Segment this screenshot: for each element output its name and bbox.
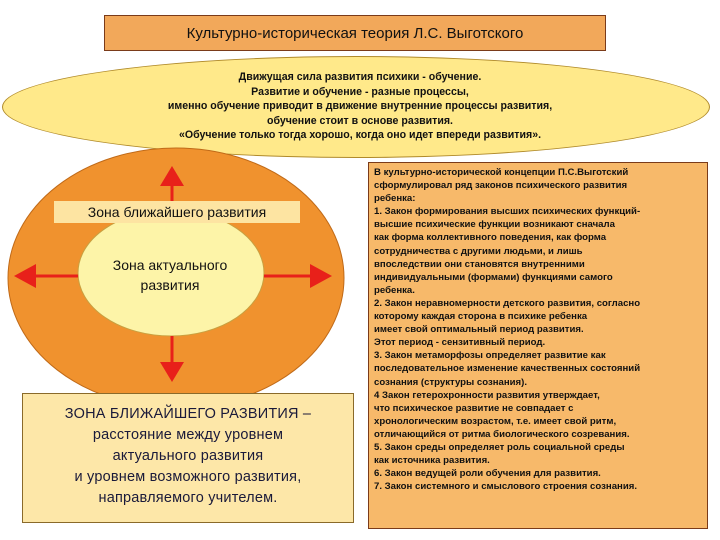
laws-line: высшие психические функции возникают сначала <box>374 219 615 231</box>
laws-box <box>368 162 708 529</box>
laws-line: последовательное изменение качественных состояний <box>374 363 641 375</box>
laws-line: ребенка. <box>374 284 415 296</box>
definition-line: расстояние между уровнем <box>92 427 284 443</box>
definition-line: актуального развития <box>112 448 264 464</box>
laws-line: ребенка: <box>374 193 416 205</box>
definition-line: и уровнем возможного развития, <box>74 469 302 485</box>
laws-line: впоследствии они становятся внутренними <box>374 258 585 270</box>
ellipse-line: обучение стоит в основе развития. <box>267 114 453 127</box>
laws-line: 3. Закон метаморфозы определяет развитие как <box>374 350 606 362</box>
laws-line: В культурно-исторической концепции П.С.Выготский <box>374 167 629 178</box>
laws-line: которому каждая сторона в психике ребенка <box>374 311 588 323</box>
laws-line: индивидуальными (формами) функциями самого <box>374 271 613 283</box>
laws-line: отличающийся от ритма биологического созревания. <box>374 428 630 440</box>
zone-proximal-label: Зона ближайшего развития <box>54 201 300 223</box>
laws-line: Этот период - сензитивный период. <box>374 337 546 349</box>
laws-line: сотрудничества с другими людьми, и лишь <box>374 245 583 257</box>
laws-line: сформулировал ряд законов психического развития <box>374 180 628 192</box>
laws-line: 2. Закон неравномерности детского развития, согласно <box>374 297 641 309</box>
ellipse-line: Развитие и обучение - разные процессы, <box>251 85 469 98</box>
laws-line: имеет свой оптимальный период развития. <box>374 324 584 336</box>
zone-actual-line: развития <box>140 277 200 293</box>
ellipse-line: Движущая сила развития психики - обучение. <box>238 71 482 83</box>
definition-box <box>22 393 354 523</box>
laws-line: 7. Закон системного и смыслового строения сознания. <box>374 481 637 493</box>
zone-actual-label <box>80 255 260 295</box>
laws-line: хронологическим возрастом, т.е. имеет свой ритм, <box>374 415 617 427</box>
zone-actual-line: Зона актуального <box>112 257 228 273</box>
laws-line: сознания (структуры сознания). <box>374 376 528 388</box>
definition-line: направляемого учителем. <box>98 490 278 506</box>
laws-line: что психическое развитие не совпадает с <box>374 402 574 414</box>
laws-line: 6. Закон ведущей роли обучения для развития. <box>374 468 601 480</box>
laws-line: 5. Закон среды определяет роль социальной среды <box>374 441 625 453</box>
laws-line: 1. Закон формирования высших психических функций- <box>374 206 641 218</box>
laws-line: как форма коллективного поведения, как форма <box>374 232 607 244</box>
ellipse-line: именно обучение приводит в движение внутренние процессы развития, <box>167 100 553 113</box>
ellipse-line: «Обучение только тогда хорошо, когда оно идет впереди развития». <box>178 129 542 142</box>
diagram-title: Культурно-историческая теория Л.С. Выготского <box>104 15 606 51</box>
laws-line: как источника развития. <box>374 455 490 467</box>
laws-line: 4 Закон гетерохронности развития утверждает, <box>374 389 600 401</box>
definition-line: ЗОНА БЛИЖАЙШЕГО РАЗВИТИЯ – <box>64 406 312 422</box>
